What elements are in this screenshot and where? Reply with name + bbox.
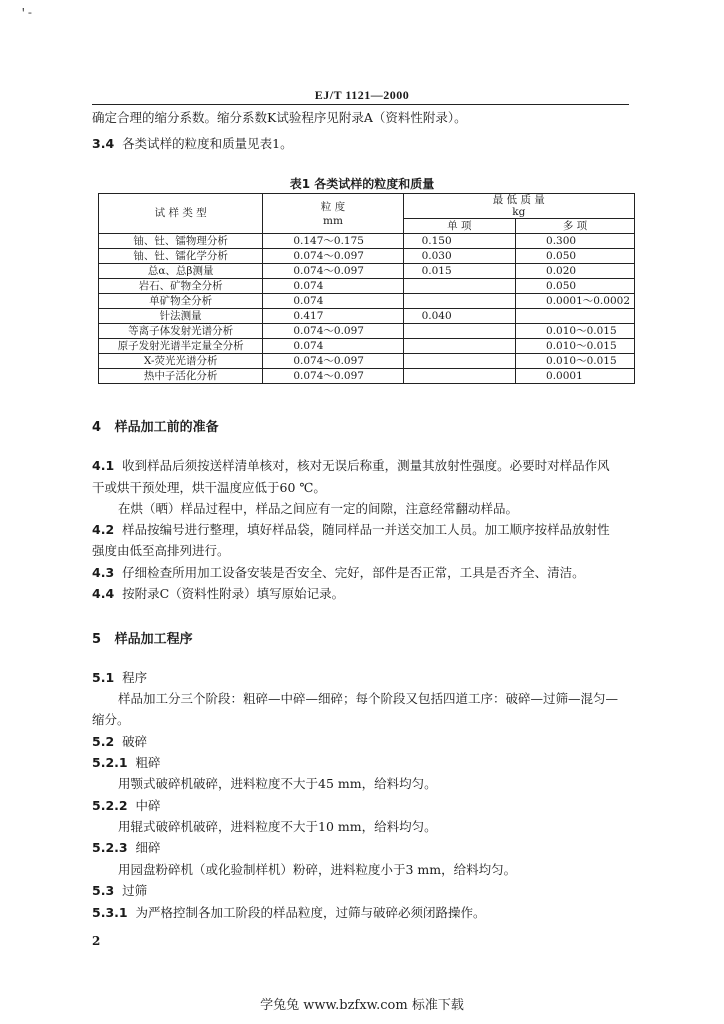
clause-4-3 bbox=[92, 565, 585, 581]
clause-title: 细碎 bbox=[135, 840, 161, 855]
section-4-heading bbox=[92, 416, 219, 435]
cell-type: 总α、总β测量 bbox=[99, 264, 263, 279]
clause-number: 4.3 bbox=[92, 565, 115, 580]
clause-title: 中碎 bbox=[135, 798, 161, 813]
table-row bbox=[99, 369, 635, 384]
cell-multi: 0.020 bbox=[516, 264, 635, 279]
corner-mark: '- bbox=[20, 8, 34, 20]
table-row bbox=[99, 354, 635, 369]
cell-multi bbox=[516, 309, 635, 324]
section-title: 样品加工程序 bbox=[114, 632, 193, 647]
clause-5-2-3-heading bbox=[92, 840, 161, 856]
cell-size: 0.074～0.097 bbox=[263, 354, 403, 369]
cell-size: 0.074 bbox=[263, 294, 403, 309]
clause-text: 样品按编号进行整理，填好样品袋，随同样品一并送交加工人员。加工顺序按样品放射性 bbox=[122, 522, 610, 537]
cell-multi: 0.0001 bbox=[516, 369, 635, 384]
cell-multi: 0.0001～0.0002 bbox=[516, 294, 635, 309]
clause-text: 为严格控制各加工阶段的样品粒度，过筛与破碎必须闭路操作。 bbox=[135, 905, 486, 920]
cell-single bbox=[403, 369, 515, 384]
cell-size: 0.074 bbox=[263, 279, 403, 294]
specimen-table bbox=[98, 193, 635, 384]
clause-number: 5.2 bbox=[92, 734, 115, 749]
clause-3-4 bbox=[92, 136, 293, 152]
cell-type: 铀、钍、镭物理分析 bbox=[99, 234, 263, 249]
clause-4-1-line2: 干或烘干预处理，烘干温度应低于60 ℃。 bbox=[92, 480, 326, 495]
clause-5-2-1-text: 用颚式破碎机破碎，进料粒度不大于45 mm，给料均匀。 bbox=[118, 776, 437, 791]
table-row bbox=[99, 279, 635, 294]
section-5-heading bbox=[92, 628, 193, 647]
table-caption: 表1 各类试样的粒度和质量 bbox=[289, 177, 435, 191]
cell-type: 单矿物全分析 bbox=[99, 294, 263, 309]
page-number: 2 bbox=[92, 934, 101, 948]
cell-size: 0.074～0.097 bbox=[263, 369, 403, 384]
cell-single: 0.015 bbox=[403, 264, 515, 279]
cell-type: 热中子活化分析 bbox=[99, 369, 263, 384]
clause-4-2-line1 bbox=[92, 522, 610, 538]
header-size-label: 粒 度 bbox=[320, 200, 346, 213]
header-size-unit: mm bbox=[323, 214, 343, 227]
cell-single bbox=[403, 279, 515, 294]
clause-number: 3.4 bbox=[92, 136, 115, 151]
clause-number: 4.2 bbox=[92, 522, 115, 537]
cell-size: 0.074～0.097 bbox=[263, 249, 403, 264]
cell-type: 针法测量 bbox=[99, 309, 263, 324]
cell-size: 0.417 bbox=[263, 309, 403, 324]
table-row bbox=[99, 249, 635, 264]
header-single: 单 项 bbox=[403, 219, 515, 234]
cell-multi: 0.010～0.015 bbox=[516, 354, 635, 369]
cell-single bbox=[403, 354, 515, 369]
cell-single: 0.030 bbox=[403, 249, 515, 264]
cell-size: 0.147～0.175 bbox=[263, 234, 403, 249]
clause-title: 过筛 bbox=[122, 883, 148, 898]
clause-4-1-line1 bbox=[92, 458, 610, 474]
clause-number: 5.3.1 bbox=[92, 905, 128, 920]
cell-multi: 0.010～0.015 bbox=[516, 339, 635, 354]
clause-4-2-line2: 强度由低至高排列进行。 bbox=[92, 543, 230, 558]
clause-text: 仔细检查所用加工设备安装是否安全、完好，部件是否正常，工具是否齐全、清洁。 bbox=[122, 565, 585, 580]
table-row bbox=[99, 309, 635, 324]
clause-5-3-1 bbox=[92, 905, 486, 921]
cell-type: 铀、钍、镭化学分析 bbox=[99, 249, 263, 264]
table-row bbox=[99, 324, 635, 339]
header-mass-unit: kg bbox=[512, 206, 526, 218]
cell-single: 0.150 bbox=[403, 234, 515, 249]
clause-5-1-line1: 样品加工分三个阶段：粗碎—中碎—细碎；每个阶段又包括四道工序：破碎—过筛—混匀— bbox=[118, 691, 619, 706]
cell-type: 岩石、矿物全分析 bbox=[99, 279, 263, 294]
clause-5-1-line2: 缩分。 bbox=[92, 712, 130, 727]
clause-5-2-2-heading bbox=[92, 798, 161, 814]
cell-single bbox=[403, 294, 515, 309]
section-number: 5 bbox=[92, 632, 102, 647]
header-mass bbox=[403, 194, 634, 219]
header-type: 试 样 类 型 bbox=[99, 194, 263, 234]
clause-5-2-1-heading bbox=[92, 755, 161, 771]
clause-number: 4.4 bbox=[92, 586, 115, 601]
clause-5-3-heading bbox=[92, 883, 147, 899]
clause-number: 5.1 bbox=[92, 670, 115, 685]
clause-5-2-heading bbox=[92, 734, 147, 750]
table-row bbox=[99, 339, 635, 354]
header-multi: 多 项 bbox=[516, 219, 635, 234]
clause-text: 各类试样的粒度和质量见表1。 bbox=[122, 136, 293, 151]
clause-number: 4.1 bbox=[92, 458, 115, 473]
cell-type: 原子发射光谱半定量全分析 bbox=[99, 339, 263, 354]
cell-single: 0.040 bbox=[403, 309, 515, 324]
cell-multi: 0.010～0.015 bbox=[516, 324, 635, 339]
clause-text: 按附录C（资料性附录）填写原始记录。 bbox=[122, 586, 345, 601]
cell-multi: 0.050 bbox=[516, 249, 635, 264]
cell-size: 0.074～0.097 bbox=[263, 264, 403, 279]
clause-title: 粗碎 bbox=[135, 755, 161, 770]
cell-type: 等离子体发射光谱分析 bbox=[99, 324, 263, 339]
cell-size: 0.074 bbox=[263, 339, 403, 354]
clause-4-4 bbox=[92, 586, 344, 602]
clause-4-1-line3: 在烘（晒）样品过程中，样品之间应有一定的间隙，注意经常翻动样品。 bbox=[118, 501, 519, 516]
clause-number: 5.2.3 bbox=[92, 840, 128, 855]
table-row bbox=[99, 264, 635, 279]
cell-single bbox=[403, 324, 515, 339]
section-number: 4 bbox=[92, 420, 102, 435]
header-mass-label: 最 低 质 量 bbox=[492, 194, 545, 206]
cell-multi: 0.300 bbox=[516, 234, 635, 249]
watermark-text: 学兔兔 www.bzfxw.com 标准下载 bbox=[260, 998, 464, 1013]
clause-text: 收到样品后须按送样清单核对，核对无误后称重，测量其放射性强度。必要时对样品作风 bbox=[122, 458, 610, 473]
clause-title: 程序 bbox=[122, 670, 148, 685]
table-row bbox=[99, 234, 635, 249]
header-size bbox=[263, 194, 403, 234]
cell-single bbox=[403, 339, 515, 354]
clause-5-1-heading bbox=[92, 670, 147, 686]
table-header-row bbox=[99, 194, 635, 219]
cell-size: 0.074～0.097 bbox=[263, 324, 403, 339]
cell-multi: 0.050 bbox=[516, 279, 635, 294]
clause-number: 5.2.1 bbox=[92, 755, 128, 770]
clause-5-2-2-text: 用辊式破碎机破碎，进料粒度不大于10 mm，给料均匀。 bbox=[118, 819, 437, 834]
clause-number: 5.2.2 bbox=[92, 798, 128, 813]
cell-type: X-荧光光谱分析 bbox=[99, 354, 263, 369]
header-rule bbox=[92, 104, 629, 105]
section-title: 样品加工前的准备 bbox=[114, 420, 219, 435]
clause-title: 破碎 bbox=[122, 734, 148, 749]
clause-5-2-3-text: 用园盘粉碎机（或化验制样机）粉碎，进料粒度小于3 mm，给料均匀。 bbox=[118, 862, 517, 877]
document-code: EJ/T 1121—2000 bbox=[314, 88, 410, 102]
intro-line: 确定合理的缩分系数。缩分系数K试验程序见附录A（资料性附录）。 bbox=[92, 110, 467, 125]
table-row bbox=[99, 294, 635, 309]
clause-number: 5.3 bbox=[92, 883, 115, 898]
